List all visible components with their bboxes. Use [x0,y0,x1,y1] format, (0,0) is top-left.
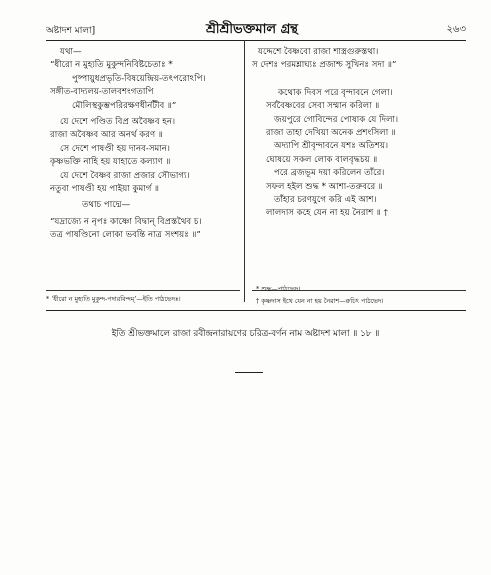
verse-line: লালদাস কহে যেন না হয় নৈরাশ ॥ † [266,208,388,219]
verse-line: তাঁহার চরণযুগে করি এই আশ। [274,195,377,206]
page-header [46,20,466,38]
verse-line: “ধীরো ন মুহ্যতি মুকুন্দনিবিষ্টচেতাঃ * [50,60,173,71]
verse-line: “যদ্রাজ্যে ন নৃপঃ কাষ্ণো বিদ্বান্ বিপ্রস্তথৈব চ। [50,216,202,227]
footnote-left: * ‘ধীরো ন মুহ্যতি মুকুন্দ-পদারবিন্দম্’—ইতি পাঠভেদঃ। [46,295,181,303]
book-title: শ্রীশ্রীভক্তমাল গ্রন্থ [206,22,298,37]
verse-line: অদ্যাপি শ্রীবৃন্দাবনে যশঃ অতিশয়। [274,141,389,152]
verse-line: যে দেশে বৈষ্ণব রাজা প্রজার সৌভাগ্য। [60,170,190,181]
verse-line: যথা— [60,47,82,57]
verse-line: সে দেশে পাষণ্ডী হয় দানব-সমান। [60,143,170,154]
footnote-right-2: † কৃষ্ণদাস ইথে যেন না হয় নৈরাশ—ক্বচিৎ পাঠভেদ। [256,297,384,305]
verse-line: তত্র পাষণ্ডিনো লোকা ভবন্তি নাত্র সংশয়ঃ ॥” [50,230,201,241]
end-dash [235,372,263,373]
verse-line: নতুবা পাষণ্ডী হয় পাইয়া কুমার্গ ॥ [50,184,160,195]
body-bottom-rule [46,310,466,311]
verse-line: সঙ্গীত-বাদ্যলয়-তালবশংগতাপি [50,87,154,98]
column-divider [244,40,245,302]
verse-line: রাজা অবৈষ্ণব আর অনর্থ করণ ॥ [50,130,163,141]
verse-line: কৃষ্ণভক্তি নাহি হয় যাহাতে কল্যাণ ॥ [50,157,171,168]
verse-line: মৌলিস্থকুম্ভপরিরক্ষণধীর্নটীব ॥” [72,100,177,111]
verse-line: পুষ্পায়ুধপ্রভৃতি-বিষয়েন্দ্রিয়-তৎপরোঽপি। [72,73,206,84]
left-column [50,46,240,243]
verse-line: ঘোষয়ে সকল লোক বালবৃদ্ধচয় ॥ [266,154,378,165]
footnote-right-1: * শুদ্ধ—পাঠভেদ। [256,285,301,293]
verse-line: সর্ববৈষ্ণবের সেবা সম্মান করিলা ॥ [266,101,380,112]
header-rule [46,40,466,41]
right-column [252,46,466,221]
verse-line: সফল হইল শুদ্ধ * আশা-তরুবরে ॥ [266,181,383,192]
verse-line: পরে ব্রজভূম দয়া করিলেন তাঁরে। [274,168,385,179]
verse-line: তথাচ পাদ্মে— [82,200,131,211]
footnote-rule-left [46,290,240,291]
chapter-label: অষ্টাদশ মালা] [46,26,96,36]
verse-line: স দেশঃ পরমশ্লাঘ্যঃ প্রজাশ্চ সুখিনঃ সদা ॥” [252,60,397,71]
chapter-colophon: ইতি শ্রীভক্তমালে রাজা রবীন্দ্রনারায়ণের চরিত্র-বর্ণন নাম অষ্টাদশ মালা ॥ ১৮ ॥ [111,329,380,339]
verse-line: রাজা তাহা দেখিয়া অনেক প্রশংসিলা ॥ [266,128,396,139]
verse-line: যে দেশে পণ্ডিত বিপ্র অবৈষ্ণব হন। [60,117,176,128]
verse-line: যদ্দেশে বৈষ্ণবো রাজা শাস্ত্রগুরুস্তথা। [258,47,379,57]
verse-line: জয়পুরে গোবিন্দের পোষাক যে দিলা। [274,114,399,125]
page-number: ২৬৩ [446,24,466,35]
verse-line: কথোক দিবস পরে বৃন্দাবনে গেলা। [278,87,393,98]
